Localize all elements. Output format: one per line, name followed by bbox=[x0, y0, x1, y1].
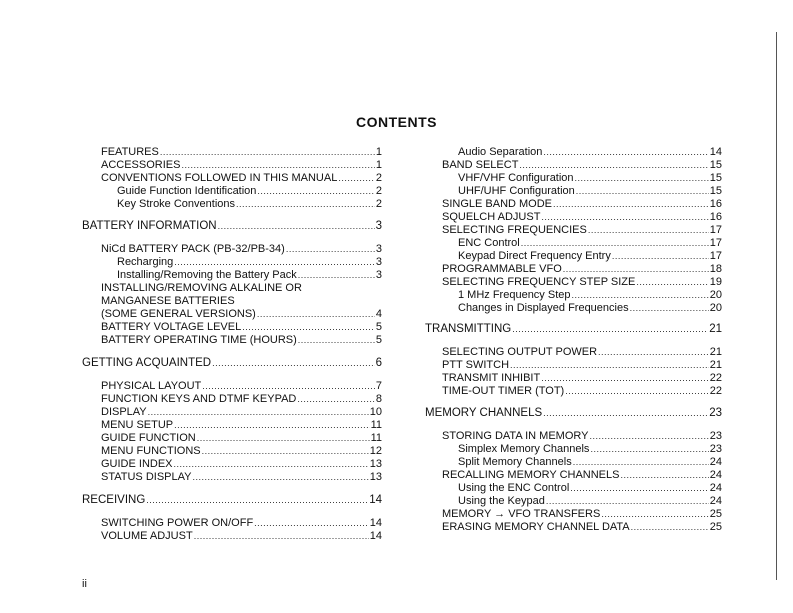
toc-entry-label: Keypad Direct Frequency Entry bbox=[458, 250, 611, 262]
toc-entry bbox=[442, 224, 722, 237]
toc-entry-page: 19 bbox=[709, 276, 722, 288]
toc-entry bbox=[101, 243, 382, 256]
toc-entry-page: 3 bbox=[375, 243, 382, 255]
toc-entry-page: 17 bbox=[709, 237, 722, 249]
toc-entry bbox=[458, 237, 722, 250]
toc-entry-page: 12 bbox=[369, 445, 382, 457]
toc-entry-page: 13 bbox=[369, 471, 382, 483]
toc-entry-label: PHYSICAL LAYOUT bbox=[101, 380, 202, 392]
toc-entry bbox=[442, 359, 722, 372]
toc-entry-label: BAND SELECT bbox=[442, 159, 519, 171]
toc-entry-label: GETTING ACQUAINTED bbox=[82, 357, 212, 369]
toc-entry bbox=[101, 517, 382, 530]
toc-entry-label: Guide Function Identification bbox=[117, 185, 257, 197]
toc-entry-page: 15 bbox=[709, 172, 722, 184]
toc-entry bbox=[101, 146, 382, 159]
toc-entry bbox=[101, 419, 382, 432]
toc-entry-label: CONVENTIONS FOLLOWED IN THIS MANUAL bbox=[101, 172, 338, 184]
toc-entry bbox=[458, 456, 722, 469]
toc-entry-label: (SOME GENERAL VERSIONS) bbox=[101, 308, 256, 320]
toc-entry-label: STORING DATA IN MEMORY bbox=[442, 430, 589, 442]
toc-entry-label: ERASING MEMORY CHANNEL DATA bbox=[442, 521, 630, 533]
toc-entry-page: 3 bbox=[375, 256, 382, 268]
toc-entry-page: 1 bbox=[375, 146, 382, 158]
page-number: ii bbox=[82, 578, 87, 590]
toc-entry bbox=[101, 334, 382, 347]
toc-section bbox=[82, 494, 382, 507]
toc-entry-label: SELECTING FREQUENCIES bbox=[442, 224, 587, 236]
toc-entry-page: 13 bbox=[369, 458, 382, 470]
toc-entry-page: 24 bbox=[709, 456, 722, 468]
toc-entry bbox=[101, 380, 382, 393]
toc-entry bbox=[117, 269, 382, 282]
toc-entry-label: Changes in Displayed Frequencies bbox=[458, 302, 629, 314]
toc-entry bbox=[442, 346, 722, 359]
toc-section bbox=[82, 357, 382, 370]
toc-entry-label: NiCd BATTERY PACK (PB-32/PB-34) bbox=[101, 243, 285, 255]
toc-entry-page: 20 bbox=[709, 289, 722, 301]
toc-entry-page: 14 bbox=[369, 517, 382, 529]
toc-entry-label: 1 MHz Frequency Step bbox=[458, 289, 571, 301]
toc-entry-page: 24 bbox=[709, 482, 722, 494]
toc-entry-label: UHF/UHF Configuration bbox=[458, 185, 575, 197]
toc-entry-page: 1 bbox=[375, 159, 382, 171]
toc-entry bbox=[442, 276, 722, 289]
toc-entry-page: 21 bbox=[709, 359, 722, 371]
toc-entry-label: Key Stroke Conventions bbox=[117, 198, 236, 210]
toc-entry-label: TIME-OUT TIMER (TOT) bbox=[442, 385, 565, 397]
toc-entry-label: MANGANESE BATTERIES bbox=[101, 295, 235, 307]
toc-entry bbox=[101, 432, 382, 445]
toc-entry-label: PROGRAMMABLE VFO bbox=[442, 263, 562, 275]
toc-entry-page: 5 bbox=[375, 334, 382, 346]
toc-entry-page: 17 bbox=[709, 224, 722, 236]
toc-entry bbox=[101, 393, 382, 406]
toc-entry bbox=[442, 211, 722, 224]
toc-entry-label: ACCESSORIES bbox=[101, 159, 181, 171]
toc-entry-label: Using the ENC Control bbox=[458, 482, 570, 494]
toc-entry-label: MENU SETUP bbox=[101, 419, 174, 431]
toc-entry bbox=[458, 495, 722, 508]
toc-entry-page: 22 bbox=[709, 372, 722, 384]
toc-entry bbox=[442, 372, 722, 385]
toc-entry bbox=[101, 159, 382, 172]
toc-entry-page: 25 bbox=[709, 508, 722, 520]
toc-entry bbox=[101, 445, 382, 458]
toc-section bbox=[425, 407, 722, 420]
toc-entry-label: SINGLE BAND MODE bbox=[442, 198, 553, 210]
toc-entry bbox=[101, 471, 382, 484]
toc-entry bbox=[442, 198, 722, 211]
toc-entry bbox=[458, 302, 722, 315]
toc-entry bbox=[101, 530, 382, 543]
toc-entry-label: DISPLAY bbox=[101, 406, 147, 418]
toc-entry-label: RECALLING MEMORY CHANNELS bbox=[442, 469, 620, 481]
toc-entry bbox=[458, 185, 722, 198]
toc-entry-label: Recharging bbox=[117, 256, 174, 268]
toc-entry bbox=[101, 458, 382, 471]
toc-entry-page: 11 bbox=[370, 432, 382, 444]
toc-entry-page: 4 bbox=[375, 308, 382, 320]
toc-entry-page: 6 bbox=[375, 357, 382, 369]
toc-entry-label: Installing/Removing the Battery Pack bbox=[117, 269, 297, 281]
toc-entry-label: Split Memory Channels bbox=[458, 456, 572, 468]
toc-section bbox=[425, 323, 722, 336]
toc-entry bbox=[458, 146, 722, 159]
page-edge-divider bbox=[776, 32, 777, 580]
toc-entry-page: 16 bbox=[709, 211, 722, 223]
toc-entry-page: 14 bbox=[369, 530, 382, 542]
toc-entry-label: Audio Separation bbox=[458, 146, 543, 158]
toc-entry-page: 10 bbox=[369, 406, 382, 418]
toc-entry-page: 25 bbox=[709, 521, 722, 533]
toc-entry-label: FEATURES bbox=[101, 146, 159, 158]
toc-entry-label: SWITCHING POWER ON/OFF bbox=[101, 517, 254, 529]
toc-entry-label: PTT SWITCH bbox=[442, 359, 510, 371]
toc-entry bbox=[458, 443, 722, 456]
toc-entry-label: GUIDE INDEX bbox=[101, 458, 173, 470]
toc-entry-label: SELECTING OUTPUT POWER bbox=[442, 346, 598, 358]
toc-entry bbox=[458, 172, 722, 185]
toc-entry-page: 20 bbox=[709, 302, 722, 314]
toc-entry-page: 2 bbox=[375, 198, 382, 210]
toc-entry bbox=[442, 508, 722, 521]
toc-entry-page: 14 bbox=[709, 146, 722, 158]
toc-entry-label: BATTERY OPERATING TIME (HOURS) bbox=[101, 334, 297, 346]
toc-entry-page: 17 bbox=[709, 250, 722, 262]
toc-entry-label: MEMORY CHANNELS bbox=[425, 407, 543, 419]
toc-entry-page: 3 bbox=[375, 220, 382, 232]
toc-entry-label: STATUS DISPLAY bbox=[101, 471, 192, 483]
toc-entry-label: TRANSMIT INHIBIT bbox=[442, 372, 541, 384]
toc-entry-label: SQUELCH ADJUST bbox=[442, 211, 541, 223]
toc-entry-page: 23 bbox=[709, 407, 722, 419]
toc-entry-page: 3 bbox=[375, 269, 382, 281]
toc-entry bbox=[101, 308, 382, 321]
toc-entry bbox=[117, 185, 382, 198]
toc-entry-label: Using the Keypad bbox=[458, 495, 545, 507]
toc-entry-label: MENU FUNCTIONS bbox=[101, 445, 201, 457]
toc-entry-label: INSTALLING/REMOVING ALKALINE OR bbox=[101, 282, 302, 294]
toc-entry-page: 5 bbox=[375, 321, 382, 333]
toc-entry bbox=[101, 321, 382, 334]
toc-entry bbox=[442, 159, 722, 172]
toc-entry-page: 21 bbox=[709, 346, 722, 358]
toc-entry bbox=[442, 385, 722, 398]
toc-entry bbox=[442, 469, 722, 482]
toc-entry-label: FUNCTION KEYS AND DTMF KEYPAD bbox=[101, 393, 297, 405]
toc-entry bbox=[442, 521, 722, 534]
toc-entry-page: 22 bbox=[709, 385, 722, 397]
toc-entry-label: BATTERY INFORMATION bbox=[82, 220, 217, 232]
toc-entry-page: 15 bbox=[709, 185, 722, 197]
toc-entry-page: 2 bbox=[375, 172, 382, 184]
toc-section bbox=[82, 220, 382, 233]
toc-entry-page: 2 bbox=[375, 185, 382, 197]
toc-entry bbox=[458, 289, 722, 302]
toc-entry-label: MEMORY → VFO TRANSFERS bbox=[442, 508, 601, 520]
toc-entry-page: 24 bbox=[709, 495, 722, 507]
toc-entry-page: 21 bbox=[709, 323, 722, 335]
toc-entry-label: VOLUME ADJUST bbox=[101, 530, 193, 542]
toc-entry bbox=[442, 430, 722, 443]
toc-entry bbox=[117, 256, 382, 269]
toc-entry bbox=[117, 198, 382, 211]
toc-entry-label: GUIDE FUNCTION bbox=[101, 432, 196, 444]
toc-entry-label: ENC Control bbox=[458, 237, 520, 249]
toc-entry-label: Simplex Memory Channels bbox=[458, 443, 590, 455]
page-title: CONTENTS bbox=[356, 114, 437, 130]
toc-entry bbox=[101, 406, 382, 419]
toc-entry bbox=[101, 172, 382, 185]
toc-entry-page: 16 bbox=[709, 198, 722, 210]
toc-entry-label: VHF/VHF Configuration bbox=[458, 172, 574, 184]
toc-entry bbox=[458, 250, 722, 263]
toc-entry-page: 8 bbox=[375, 393, 382, 405]
toc-entry-page: 18 bbox=[709, 263, 722, 275]
toc-entry-label: SELECTING FREQUENCY STEP SIZE bbox=[442, 276, 636, 288]
toc-entry-label: BATTERY VOLTAGE LEVEL bbox=[101, 321, 242, 333]
toc-entry-label: TRANSMITTING bbox=[425, 323, 512, 335]
toc-entry-label: RECEIVING bbox=[82, 494, 146, 506]
toc-entry bbox=[442, 263, 722, 276]
toc-entry-page: 11 bbox=[370, 419, 382, 431]
toc-entry-page: 14 bbox=[369, 494, 382, 506]
toc-entry-page: 15 bbox=[709, 159, 722, 171]
toc-entry-page: 23 bbox=[709, 430, 722, 442]
toc-entry-page: 7 bbox=[375, 380, 382, 392]
toc-entry-page: 24 bbox=[709, 469, 722, 481]
toc-entry-page: 23 bbox=[709, 443, 722, 455]
toc-entry bbox=[458, 482, 722, 495]
